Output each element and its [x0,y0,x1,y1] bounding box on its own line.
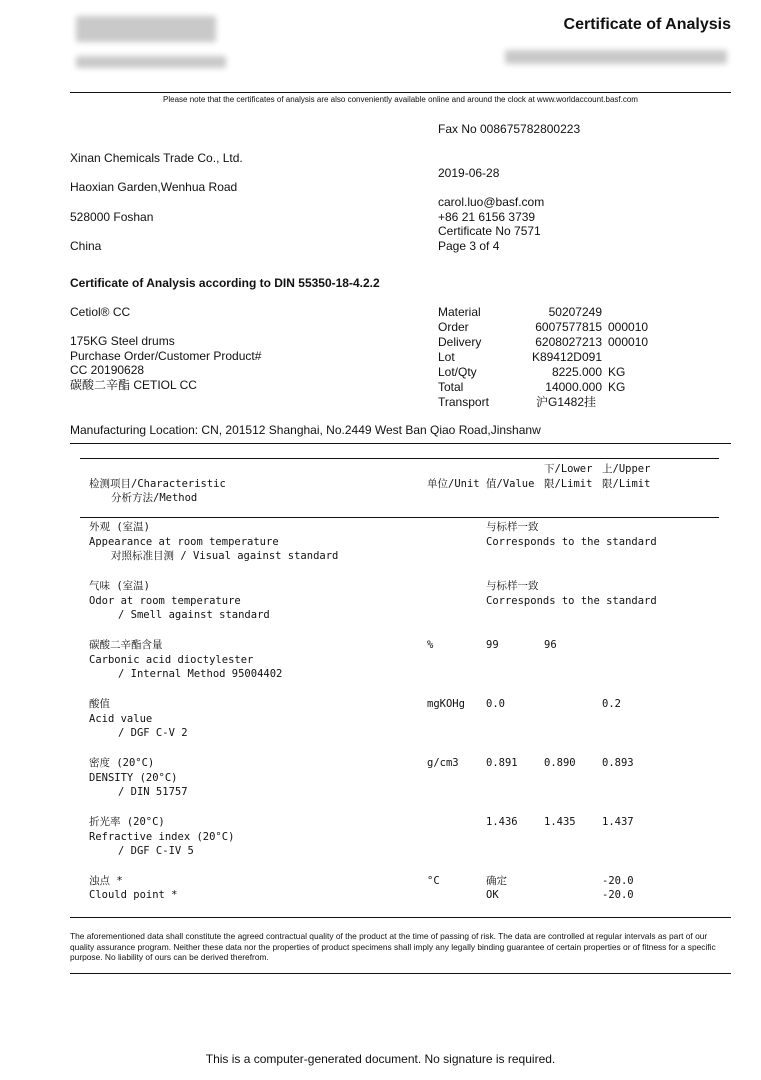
row-unit: % [427,639,434,651]
shipment-label: Delivery [438,335,482,349]
row-upper-limit: 0.893 [602,757,634,769]
product-name: Cetiol® CC [70,305,131,319]
row-unit: mgKOHg [427,698,465,710]
purchase-order-number: CC 20190628 [70,363,145,377]
shipment-label: Transport [438,395,489,409]
shipment-label: Material [438,305,481,319]
redacted-address-left [76,56,226,68]
shipment-details [438,305,698,410]
recipient-city: 528000 Foshan [70,210,154,224]
shipment-value: 14000.000 [545,380,602,394]
row-value: 确定 [486,875,507,887]
row-value: 0.0 [486,698,505,710]
row-name-en: Acid value [89,713,153,725]
redacted-logo [76,16,216,42]
row-lower-limit: 0.890 [544,757,576,769]
contact-email: carol.luo@basf.com [438,195,545,209]
shipment-row [438,350,698,365]
row-name-cn: 折光率 (20°C) [89,816,165,828]
shipment-row [438,395,698,410]
recipient-company: Xinan Chemicals Trade Co., Ltd. [70,151,243,165]
table-bottom-rule [70,917,731,918]
redacted-address-right [505,50,727,64]
manufacturing-location: Manufacturing Location: CN, 201512 Shanghai, No.2449 West Ban Qiao Road,Jinshanw [70,423,541,437]
recipient-street: Haoxian Garden,Wenhua Road [70,180,238,194]
purchase-order-label: Purchase Order/Customer Product# [70,349,262,363]
shipment-value: 沪G1482挂 [536,395,597,409]
row-name-cn: 气味 (室温) [89,580,150,592]
row-upper-limit: -20.0 [602,875,634,887]
header-lower-2: 限/Limit [544,478,593,490]
row-lower-limit: 96 [544,639,557,651]
row-name-en: DENSITY (20°C) [89,772,178,784]
row-name-cn: 酸值 [89,698,110,710]
row-value: 与标样一致 [486,580,539,592]
shipment-row [438,335,698,350]
header-lower-1: 下/Lower [544,463,593,475]
shipment-row [438,365,698,380]
shipment-value: 50207249 [548,305,602,319]
online-notice: Please note that the certificates of analysis are also conveniently available online and around the clock at www.worldaccount.basf.com [163,95,638,104]
certificate-date: 2019-06-28 [438,166,500,180]
shipment-row [438,320,698,335]
product-chinese-name: 碳酸二辛酯 CETIOL CC [70,378,197,392]
row-value-en: Corresponds to the standard [486,595,657,607]
row-method: / DGF C-IV 5 [118,845,194,857]
legal-disclaimer: The aforementioned data shall constitute the agreed contractual quality of the product at the time of passing of risk. The data are controlled at regular intervals as part of our quality assurance program. Neither these data nor the properties of product specimens shall imply any legally binding guarantee of certain properties or of fitness for a specific purpose. No liability of ours can be derived therefrom. [70,931,716,962]
row-method: / DGF C-V 2 [118,727,188,739]
shipment-value: 6208027213 [535,335,602,349]
shipment-row [438,305,698,320]
shipment-row [438,380,698,395]
section-title: Certificate of Analysis according to DIN 55350-18-4.2.2 [70,276,380,290]
contact-phone: +86 21 6156 3739 [438,210,536,224]
disclaimer-rule [70,973,731,974]
header-value: 值/Value [486,478,535,490]
row-value-en: OK [486,889,499,901]
row-name-cn: 碳酸二辛酯含量 [89,639,163,651]
row-value: 99 [486,639,499,651]
page-indicator: Page 3 of 4 [438,239,500,253]
header-characteristic: 检测项目/Characteristic [89,478,226,490]
shipment-label: Total [438,380,464,394]
row-method: / Smell against standard [118,609,270,621]
row-upper-limit-2: -20.0 [602,889,634,901]
row-method: 对照标准目测 / Visual against standard [111,550,339,562]
row-name-en: Carbonic acid dioctylester [89,654,254,666]
row-method: / Internal Method 95004402 [118,668,283,680]
row-upper-limit: 0.2 [602,698,621,710]
row-value: 与标样一致 [486,521,539,533]
table-top-rule [70,443,731,444]
row-name-cn: 密度 (20°C) [89,757,155,769]
shipment-label: Lot [438,350,455,364]
header-upper-2: 限/Limit [602,478,651,490]
header-unit: 单位/Unit [427,478,480,490]
shipment-extra: 000010 [608,335,649,349]
row-method: / DIN 51757 [118,786,188,798]
row-name-en: Appearance at room temperature [89,536,279,548]
shipment-extra: 000010 [608,320,649,334]
row-value: 1.436 [486,816,518,828]
fax-number: Fax No 008675782800223 [438,122,581,136]
shipment-label: Lot/Qty [438,365,477,379]
recipient-country: China [70,239,102,253]
shipment-extra: KG [608,365,626,379]
table-header-bottom-rule [80,517,719,518]
shipment-label: Order [438,320,469,334]
document-title: Certificate of Analysis [563,16,731,33]
shipment-value: 8225.000 [551,365,602,379]
header-rule [70,92,731,93]
shipment-value: 6007577815 [535,320,602,334]
row-value: 0.891 [486,757,518,769]
row-unit: °C [427,875,440,887]
table-header-top-rule [80,458,719,459]
row-upper-limit: 1.437 [602,816,634,828]
footer-note: This is a computer-generated document. No signature is required. [205,1052,556,1066]
row-name-en: Odor at room temperature [89,595,241,607]
certificate-number: Certificate No 7571 [438,224,541,238]
header-method: 分析方法/Method [111,492,198,504]
row-lower-limit: 1.435 [544,816,576,828]
header-upper-1: 上/Upper [602,463,651,475]
row-name-en: Clould point * [89,889,178,901]
product-packaging: 175KG Steel drums [70,334,175,348]
row-name-cn: 外观 (室温) [89,521,150,533]
row-unit: g/cm3 [427,757,459,769]
shipment-extra: KG [608,380,626,394]
row-value-en: Corresponds to the standard [486,536,657,548]
shipment-value: K89412D091 [531,350,602,364]
row-name-cn: 浊点 * [89,875,123,887]
row-name-en: Refractive index (20°C) [89,831,235,843]
